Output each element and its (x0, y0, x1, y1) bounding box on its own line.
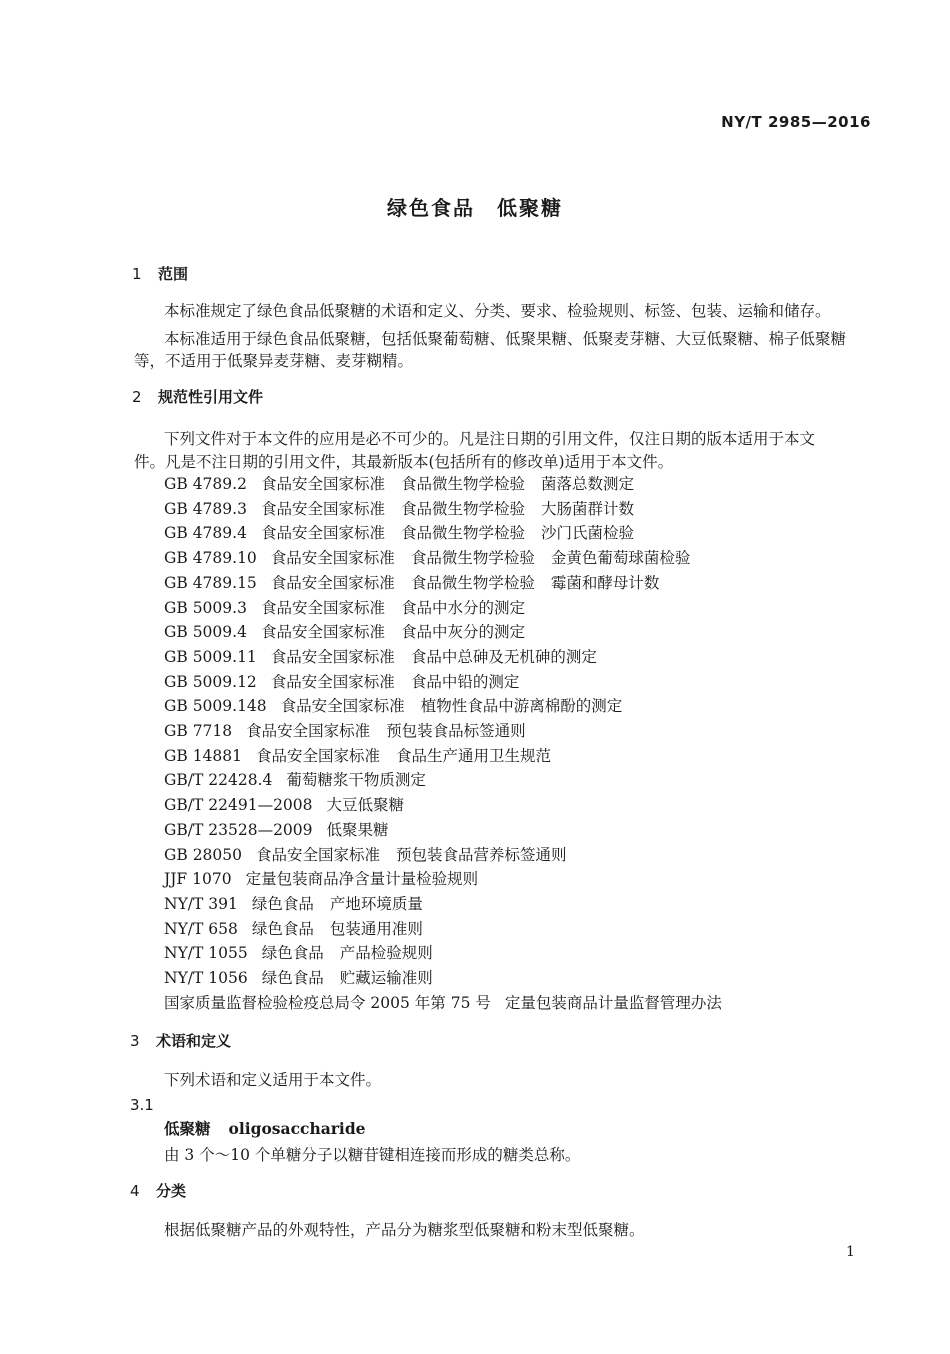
paragraph: 下列文件对于本文件的应用是必不可少的。凡是注日期的引用文件，仅注日期的版本适用于本文 (164, 430, 816, 448)
reference-code: GB/T 22491—2008 (164, 796, 313, 814)
reference-title-part: 低聚果糖 (326, 821, 389, 839)
reference-title-part: 食品中灰分的测定 (400, 623, 525, 641)
reference-title-part: 绿色食品 (251, 920, 314, 938)
section-title: 分类 (156, 1182, 187, 1200)
reference-title-part: 食品安全国家标准 (260, 623, 385, 641)
reference-title-part: 预包装食品营养标签通则 (396, 846, 567, 864)
reference-item (164, 672, 535, 692)
reference-item (164, 919, 439, 939)
paragraph-continuation: 件。凡是不注日期的引用文件，其最新版本(包括所有的修改单)适用于本文件。 (134, 453, 674, 471)
reference-title-part: 食品微生物学检验 (410, 574, 535, 592)
section-title: 规范性引用文件 (158, 388, 264, 406)
reference-title-part: 绿色食品 (261, 969, 324, 987)
reference-code: NY/T 1055 (164, 944, 248, 962)
reference-title-part: 大肠菌群计数 (540, 500, 634, 518)
reference-item (164, 968, 449, 988)
reference-item (164, 499, 650, 519)
reference-title-part: 食品安全国家标准 (280, 697, 405, 715)
reference-title-part: 食品生产通用卫生规范 (396, 747, 552, 765)
reference-code: GB/T 22428.4 (164, 771, 273, 789)
reference-title-part: 包装通用准则 (329, 920, 423, 938)
reference-title-part: 食品中水分的测定 (400, 599, 525, 617)
paragraph: 本标准适用于绿色食品低聚糖，包括低聚葡萄糖、低聚果糖、低聚麦芽糖、大豆低聚糖、棉子低聚糖 (164, 330, 847, 348)
reference-code: GB 5009.148 (164, 697, 267, 715)
reference-title-part: 定量包装商品计量监督管理办法 (504, 994, 722, 1012)
reference-title-part: 葡萄糖浆干物质测定 (286, 771, 426, 789)
section-4-heading (130, 1181, 186, 1201)
reference-item (164, 474, 650, 494)
reference-item (164, 573, 675, 593)
reference-title-part: 食品安全国家标准 (260, 500, 385, 518)
term-entry (164, 1119, 366, 1139)
section-title: 术语和定义 (156, 1032, 232, 1050)
reference-title-part: 大豆低聚糖 (326, 796, 405, 814)
term-english: oligosaccharide (228, 1119, 366, 1138)
reference-title-part: 定量包装商品净含量计量检验规则 (245, 870, 479, 888)
reference-item (164, 548, 706, 568)
reference-title-part: 菌落总数测定 (540, 475, 634, 493)
reference-title-part: 食品安全国家标准 (256, 747, 381, 765)
reference-title-part: 植物性食品中游离棉酚的测定 (420, 697, 623, 715)
paragraph: 本标准规定了绿色食品低聚糖的术语和定义、分类、要求、检验规则、标签、包装、运输和储存。 (164, 302, 831, 320)
reference-item (164, 721, 542, 741)
reference-code: NY/T 1056 (164, 969, 248, 987)
reference-title-part: 沙门氏菌检验 (540, 524, 634, 542)
reference-item (164, 647, 613, 667)
section-1-heading (132, 264, 188, 284)
term-chinese: 低聚糖 (164, 1120, 211, 1138)
reference-title-part: 贮藏运输准则 (339, 969, 433, 987)
document-title: 绿色食品 低聚糖 (387, 196, 563, 220)
reference-title-part: 绿色食品 (251, 895, 314, 913)
reference-title-part: 食品中铅的测定 (410, 673, 520, 691)
reference-code: GB 5009.11 (164, 648, 257, 666)
reference-code: GB/T 23528—2009 (164, 821, 313, 839)
reference-item (164, 622, 541, 642)
reference-code: NY/T 658 (164, 920, 238, 938)
reference-title-part: 食品安全国家标准 (270, 549, 395, 567)
reference-item (164, 894, 439, 914)
reference-code: GB 4789.15 (164, 574, 257, 592)
subsection-number: 3.1 (130, 1096, 154, 1114)
document-code: NY/T 2985—2016 (721, 113, 871, 131)
reference-code: GB 28050 (164, 846, 243, 864)
reference-code: JJF 1070 (164, 870, 232, 888)
section-3-heading (130, 1031, 231, 1051)
reference-item (164, 993, 738, 1013)
reference-title-part: 食品微生物学检验 (410, 549, 535, 567)
reference-code: NY/T 391 (164, 895, 238, 913)
reference-title-part: 金黄色葡萄球菌检验 (550, 549, 691, 567)
reference-item (164, 523, 650, 543)
section-2-heading (132, 387, 263, 407)
page-number: 1 (846, 1244, 855, 1260)
section-number: 1 (132, 265, 142, 283)
reference-title-part: 食品安全国家标准 (270, 574, 395, 592)
section-number: 3 (130, 1032, 140, 1050)
reference-code: GB 4789.10 (164, 549, 257, 567)
reference-item (164, 845, 583, 865)
reference-title-part: 食品安全国家标准 (260, 599, 385, 617)
reference-title-part: 食品微生物学检验 (400, 475, 525, 493)
reference-code: GB 14881 (164, 747, 243, 765)
reference-title-part: 食品安全国家标准 (260, 524, 385, 542)
reference-item (164, 696, 638, 716)
reference-title-part: 产地环境质量 (329, 895, 423, 913)
reference-code: GB 4789.2 (164, 475, 247, 493)
reference-code: GB 7718 (164, 722, 233, 740)
reference-code: GB 5009.4 (164, 623, 247, 641)
reference-code: GB 4789.3 (164, 500, 247, 518)
reference-item (164, 943, 449, 963)
reference-title-part: 食品安全国家标准 (270, 673, 395, 691)
section-title: 范围 (158, 265, 189, 283)
reference-title-part: 食品微生物学检验 (400, 524, 525, 542)
reference-title-part: 食品安全国家标准 (256, 846, 381, 864)
reference-code: GB 5009.3 (164, 599, 247, 617)
reference-title-part: 霉菌和酵母计数 (550, 574, 660, 592)
reference-item (164, 869, 494, 889)
reference-item (164, 598, 541, 618)
paragraph: 根据低聚糖产品的外观特性，产品分为糖浆型低聚糖和粉末型低聚糖。 (164, 1221, 645, 1239)
reference-item (164, 820, 405, 840)
reference-title-part: 食品中总砷及无机砷的测定 (410, 648, 597, 666)
reference-code: GB 5009.12 (164, 673, 257, 691)
paragraph-continuation: 等，不适用于低聚异麦芽糖、麦芽糊精。 (134, 352, 414, 370)
reference-code: 国家质量监督检验检疫总局令 2005 年第 75 号 (164, 994, 491, 1012)
term-definition: 由 3 个～10 个单糖分子以糖苷键相连接而形成的糖类总称。 (164, 1146, 581, 1164)
reference-item (164, 795, 420, 815)
reference-item (164, 770, 442, 790)
paragraph: 下列术语和定义适用于本文件。 (164, 1071, 382, 1089)
reference-title-part: 食品安全国家标准 (246, 722, 371, 740)
reference-title-part: 食品安全国家标准 (260, 475, 385, 493)
reference-code: GB 4789.4 (164, 524, 247, 542)
reference-title-part: 绿色食品 (261, 944, 324, 962)
reference-title-part: 预包装食品标签通则 (386, 722, 526, 740)
section-number: 4 (130, 1182, 140, 1200)
reference-item (164, 746, 567, 766)
reference-title-part: 食品微生物学检验 (400, 500, 525, 518)
reference-title-part: 产品检验规则 (339, 944, 433, 962)
reference-title-part: 食品安全国家标准 (270, 648, 395, 666)
section-number: 2 (132, 388, 142, 406)
